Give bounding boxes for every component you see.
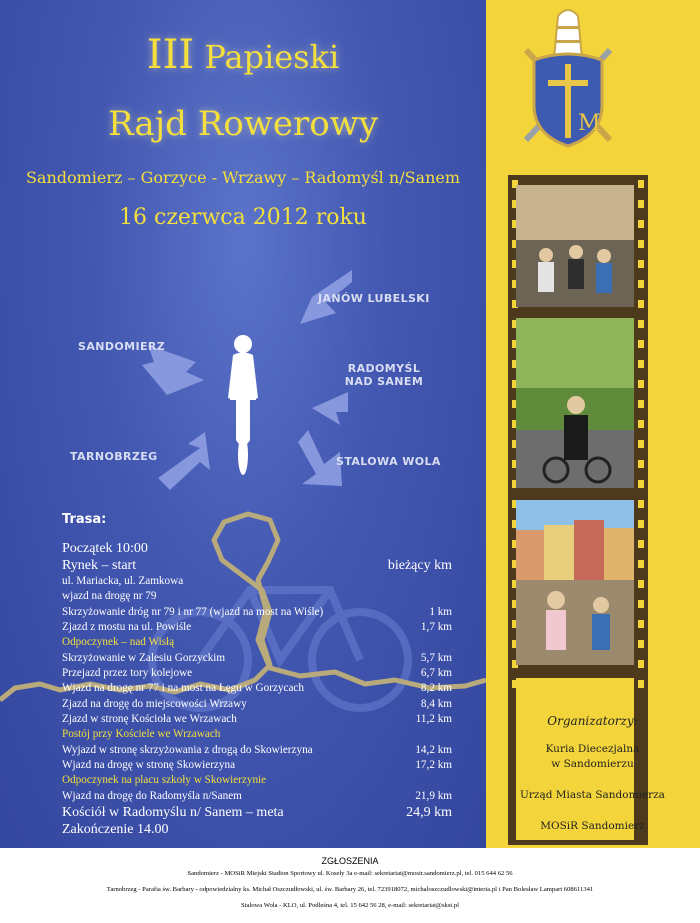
organizer-kuria-line-1: Kuria Diecezjalna bbox=[545, 743, 640, 755]
route-row bbox=[62, 821, 452, 838]
route-km: 1,7 km bbox=[420, 621, 452, 634]
route-step: Odpoczynek na placu szkoły w Skowierzynie bbox=[62, 774, 267, 787]
route-row bbox=[62, 773, 452, 788]
route-km: 8,2 km bbox=[420, 682, 452, 695]
title-roman: III bbox=[146, 32, 195, 78]
route-step: Rynek – start bbox=[62, 558, 137, 573]
route-row bbox=[62, 605, 452, 620]
route-step: Zjazd z mostu na ul. Powiśle bbox=[62, 621, 192, 634]
footer-line-tarnobrzeg: Tarnobrzeg - Parafia św. Barbary - odpowiedzialny ks. Michał Oszczudłowski, ul. św. Barbary 26, tel. 723918072, michaloszczudlowski@interia.pl i Pan Bolesław Lampart 608611341 bbox=[106, 886, 594, 893]
route-km: 14,2 km bbox=[415, 743, 452, 756]
route-step: Skrzyżowanie dróg nr 79 i nr 77 (wjazd na most na Wiśle) bbox=[62, 605, 324, 618]
organizer-kuria-line-2: w Sandomierzu bbox=[551, 758, 634, 770]
route-km: bieżący km bbox=[387, 558, 452, 573]
city-radomysl bbox=[344, 362, 424, 388]
route-km: 5,7 km bbox=[420, 651, 452, 664]
route-row bbox=[62, 743, 452, 758]
route-table bbox=[62, 540, 452, 838]
photo-town-square bbox=[516, 500, 634, 665]
route-step: Zjazd w stronę Kościoła we Wrzawach bbox=[62, 713, 237, 726]
organizers-title: Organizatorzy: bbox=[547, 714, 638, 728]
event-date: 16 czerwca 2012 roku bbox=[119, 205, 367, 230]
footer-title: ZGŁOSZENIA bbox=[321, 856, 379, 866]
route-row bbox=[62, 666, 452, 681]
city-janow: JANÓW LUBELSKI bbox=[318, 292, 430, 305]
route-km: 1 km bbox=[429, 605, 452, 618]
route-subtitle: Sandomierz – Gorzyce - Wrzawy – Radomyśl n/Sanem bbox=[25, 168, 461, 187]
route-step: Zakończenie 14.00 bbox=[62, 822, 169, 838]
route-step: Wyjazd w stronę skrzyżowania z drogą do Skowierzyna bbox=[62, 743, 313, 756]
organizers-box bbox=[505, 700, 680, 834]
route-km: 6,7 km bbox=[420, 667, 452, 680]
city-stalowa: STALOWA WOLA bbox=[336, 455, 441, 468]
arrow-radomysl-icon bbox=[312, 392, 348, 425]
city-sandomierz: SANDOMIERZ bbox=[78, 340, 166, 353]
route-row bbox=[62, 540, 452, 557]
cyclist-icon bbox=[228, 335, 258, 475]
organizer-urzad: Urząd Miasta Sandomierza bbox=[520, 789, 665, 801]
route-row bbox=[62, 681, 452, 696]
route-step: ul. Mariacka, ul. Zamkowa bbox=[62, 575, 184, 587]
route-step: wjazd na drogę nr 79 bbox=[62, 590, 157, 603]
route-step: Przejazd przez tory kolejowe bbox=[62, 667, 193, 680]
city-radomysl-line-2: NAD SANEM bbox=[344, 375, 424, 388]
papal-coat-of-arms-icon bbox=[526, 10, 610, 146]
title-word: Papieski bbox=[204, 38, 340, 76]
route-row bbox=[62, 635, 452, 650]
arrow-tarnobrzeg-icon bbox=[158, 432, 210, 490]
route-row bbox=[62, 589, 452, 604]
route-km: 17,2 km bbox=[415, 759, 452, 772]
route-row bbox=[62, 789, 452, 804]
route-km: 8,4 km bbox=[420, 697, 452, 710]
route-step: Wjazd na drogę w stronę Skowierzyna bbox=[62, 759, 236, 772]
route-row bbox=[62, 651, 452, 666]
footer-line-sandomierz: Sandomierz - MOSiR Miejski Stadion Sportowy ul. Koseły 3a e-mail: sekretariat@mosir.sandomierz.pl, tel. 015 644 62 56 bbox=[187, 870, 513, 877]
route-heading: Trasa: bbox=[62, 512, 107, 527]
route-step: Początek 10:00 bbox=[62, 541, 148, 556]
route-row bbox=[62, 758, 452, 773]
photo-priest-cyclist bbox=[516, 318, 634, 488]
route-step: Wjazd na drogę do Radomyśla n/Sanem bbox=[62, 789, 242, 802]
route-row bbox=[62, 557, 452, 574]
city-radomysl-line-1: RADOMYŚL bbox=[347, 362, 421, 375]
route-km: 11,2 km bbox=[415, 713, 452, 726]
organizer-mosir: MOSiR Sandomierz bbox=[540, 820, 645, 832]
route-step: Postój przy Kościele we Wrzawach bbox=[62, 728, 221, 741]
photo-cyclists-square bbox=[516, 185, 634, 307]
route-row bbox=[62, 697, 452, 712]
route-row bbox=[62, 804, 452, 821]
route-step: Kościół w Radomyślu n/ Sanem – meta bbox=[62, 805, 284, 821]
route-row bbox=[62, 574, 452, 589]
title-line-2: Rajd Rowerowy bbox=[107, 104, 379, 144]
registration-footer bbox=[0, 848, 700, 923]
route-row bbox=[62, 712, 452, 727]
svg-text:M: M bbox=[578, 111, 601, 136]
route-step: Skrzyżowanie w Zalesiu Gorzyckim bbox=[62, 651, 226, 664]
route-step: Wjazd na drogę nr 77 i na most na Łęgu w Gorzycach bbox=[62, 682, 304, 695]
route-km: 24,9 km bbox=[406, 805, 452, 821]
route-step: Odpoczynek – nad Wisłą bbox=[62, 636, 175, 649]
footer-line-stalowa: Stalowa Wola - KLO, ul. Podleśna 4, tel. 15 642 56 28, e-mail: sekretariat@skst.pl bbox=[240, 902, 460, 909]
route-step: Zjazd na drogę do miejscowości Wrzawy bbox=[62, 697, 247, 710]
city-tarnobrzeg: TARNOBRZEG bbox=[70, 450, 158, 463]
route-row bbox=[62, 620, 452, 635]
route-km: 21,9 km bbox=[415, 789, 452, 802]
route-row bbox=[62, 727, 452, 742]
